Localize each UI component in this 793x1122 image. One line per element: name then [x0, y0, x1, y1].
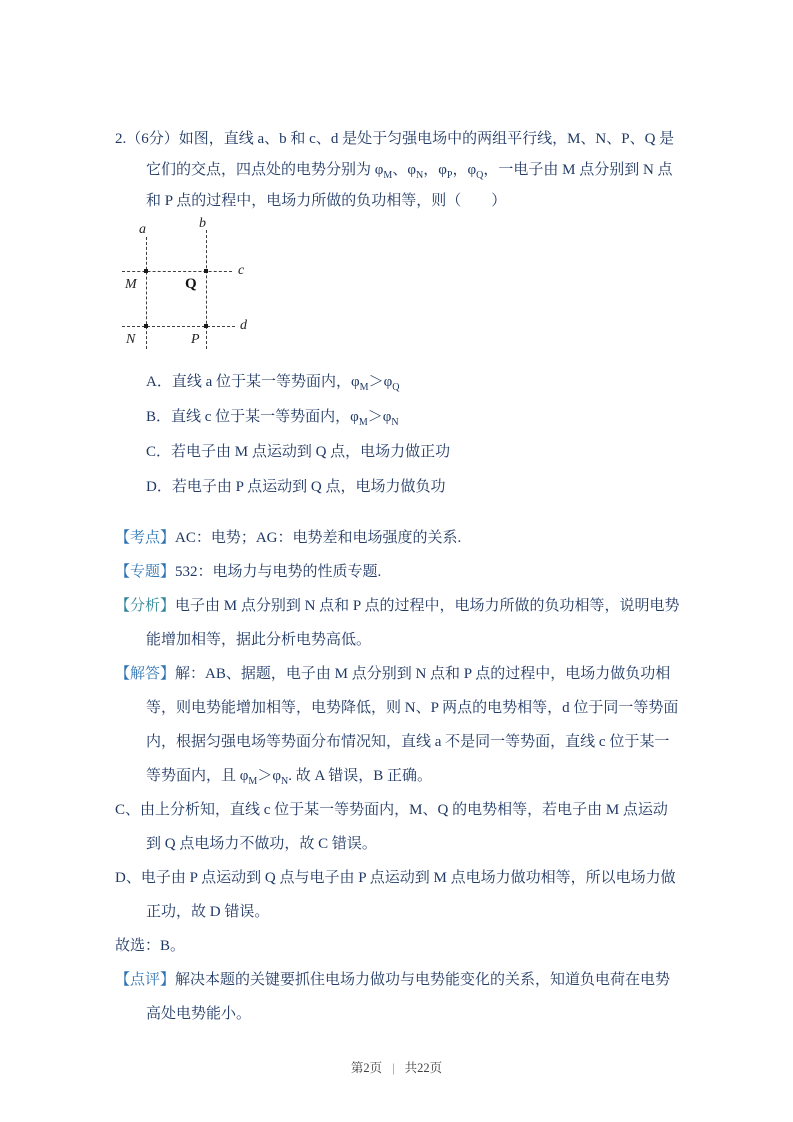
jieda-section [115, 657, 681, 793]
analysis-c-paragraph: C、由上分析知，直线 c 位于某一等势面内，M、Q 的电势相等，若电子由 M 点运动到 Q 点电场力不做功，故 C 错误。 [115, 802, 668, 852]
fenxi-label: 【分析】 [115, 598, 176, 614]
page-footer [0, 1058, 793, 1076]
label-line-a: a [139, 222, 146, 237]
line-d [122, 326, 235, 327]
kaodian-text: AC：电势；AG：电势差和电场强度的关系. [175, 530, 462, 546]
answer-line: 故选：B。 [115, 938, 186, 954]
point-P [204, 324, 208, 328]
fenxi-section [115, 589, 681, 657]
parallel-lines-diagram [119, 216, 289, 357]
jieda-text: 解：AB、据题，电子由 M 点分别到 N 点和 P 点的过程中，电场力做负功相等，则电势能增加相等，电势降低，则 N、P 两点的电势相等，d 位于同一等势面内，根据匀强电场等势面分布情况知，直线 a 不是同一等势面，直线 c 位于某一等势面内，且 $\varphi_M>\varphi_N$. 故 A 错误，B 正确。 [146, 666, 679, 787]
page-number: 第2页 [350, 1061, 383, 1075]
fenxi-text: 电子由 M 点分别到 N 点和 P 点的过程中，电场力所做的负功相等，说明电势能增加相等，据此分析电势高低。 [146, 598, 680, 648]
option-a: A．直线 a 位于某一等势面内，$\varphi_M>\varphi_Q$ [146, 374, 400, 393]
line-c [122, 271, 232, 272]
kaodian-label: 【考点】 [115, 530, 176, 546]
dianping-label: 【点评】 [115, 972, 176, 988]
label-point-P: P [191, 332, 200, 347]
options-list [115, 365, 681, 505]
page-content [115, 124, 681, 1031]
label-line-b: b [199, 216, 206, 231]
label-point-Q: Q [185, 276, 197, 292]
footer-separator: | [392, 1061, 395, 1075]
zhuanti-text: 532：电场力与电势的性质专题. [175, 564, 382, 580]
label-point-M: M [125, 277, 137, 292]
jieda-label: 【解答】 [115, 666, 176, 682]
line-a [146, 237, 147, 349]
zhuanti-section [115, 555, 681, 589]
point-N [144, 324, 148, 328]
question-text: 2.（6分）如图，直线 a、b 和 c、d 是处于匀强电场中的两组平行线，M、N、P、Q 是它们的交点，四点处的电势分别为 $\varphi_M$、$\varphi_N$，$\varphi_P$，$\varphi_Q$，一电子由 M 点分别到 N 点和 P 点的过程中，电场力所做的负功相等，则（ ） [115, 131, 675, 209]
point-Q [204, 269, 208, 273]
zhuanti-label: 【专题】 [115, 564, 176, 580]
line-b [206, 230, 207, 349]
dianping-section [115, 963, 681, 1031]
label-point-N: N [126, 332, 136, 347]
label-line-c: c [238, 263, 245, 278]
solution-block [115, 521, 681, 1031]
analysis-d-paragraph: D、电子由 P 点运动到 Q 点与电子由 P 点运动到 M 点电场力做功相等，所以电场力做正功，故 D 错误。 [115, 870, 676, 920]
label-line-d: d [240, 318, 247, 333]
kaodian-section [115, 521, 681, 555]
option-d: D．若电子由 P 点运动到 Q 点，电场力做负功 [146, 479, 446, 495]
point-M [144, 269, 148, 273]
option-b: B．直线 c 位于某一等势面内，$\varphi_M>\varphi_N$ [146, 409, 399, 428]
total-pages: 共22页 [404, 1061, 443, 1075]
dianping-text: 解决本题的关键要抓住电场力做功与电势能变化的关系，知道负电荷在电势高处电势能小。 [146, 972, 671, 1022]
option-c: C．若电子由 M 点运动到 Q 点，电场力做正功 [146, 444, 451, 460]
